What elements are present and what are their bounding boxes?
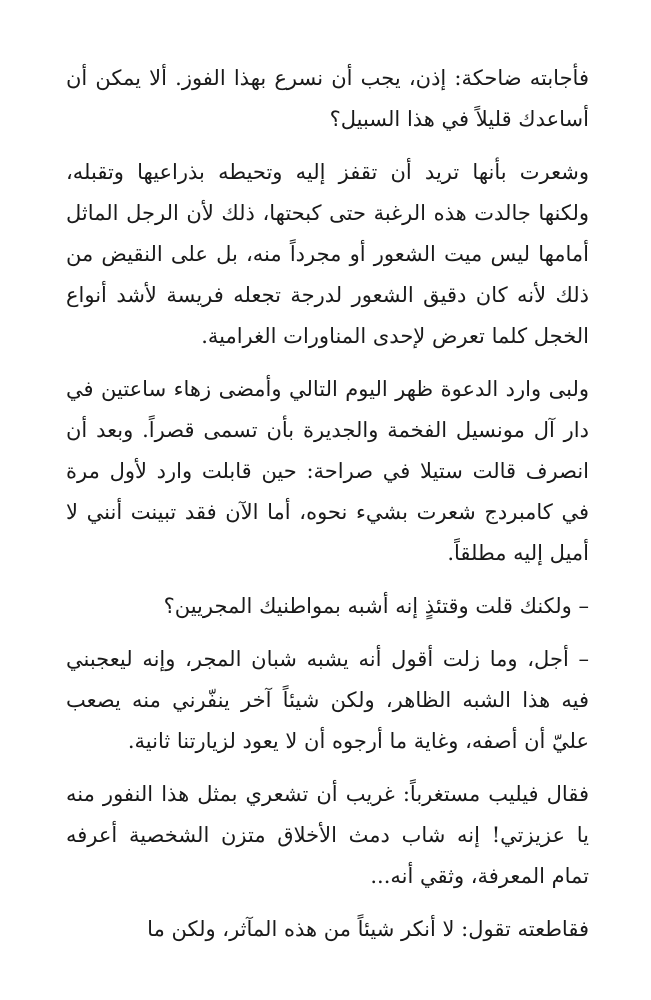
paragraph-3: ولبى وارد الدعوة ظهر اليوم التالي وأمضى زهاء ساعتين في دار آل مونسيل الفخمة والجديرة بأن تسمى قصراً. وبعد أن انصرف قالت ستيلا في صراحة: حين قابلت وارد لأول مرة في كامبردج شعرت بشيء نحوه، أما الآن فقد تبينت أنني لا أميل إليه مطلقاً. [66, 377, 589, 565]
paragraph-7: فقاطعته تقول: لا أنكر شيئاً من هذه المآثر، ولكن ما [147, 917, 589, 941]
paragraph-2: وشعرت بأنها تريد أن تقفز إليه وتحيطه بذراعيها وتقبله، ولكنها جالدت هذه الرغبة حتى كبحتها، ذلك لأن الرجل الماثل أمامها ليس ميت الشعور أو مجرداً منه، بل على النقيض من ذلك لأنه كان دقيق الشعور لدرجة تجعله فريسة لأشد أنواع الخجل كلما تعرض لإحدى المناورات الغرامية. [66, 160, 589, 348]
paragraph-1: فأجابته ضاحكة: إذن، يجب أن نسرع بهذا الفوز. ألا يمكن أن أساعدك قليلاً في هذا السبيل؟ [66, 66, 589, 131]
paragraph-5: – أجل، وما زلت أقول أنه يشبه شبان المجر، وإنه ليعجبني فيه هذا الشبه الظاهر، ولكن شيئاً آخر ينفّرني منه يصعب عليّ أن أصفه، وغاية ما أرجوه أن لا يعود لزيارتنا ثانية. [66, 647, 589, 753]
paragraph-6: فقال فيليب مستغرباً: غريب أن تشعري بمثل هذا النفور منه يا عزيزتي! إنه شاب دمث الأخلاق متزن الشخصية أعرفه تمام المعرفة، وثقي أنه... [66, 782, 589, 888]
paragraph-4: – ولكنك قلت وقتئذٍ إنه أشبه بمواطنيك المجريين؟ [163, 594, 589, 618]
